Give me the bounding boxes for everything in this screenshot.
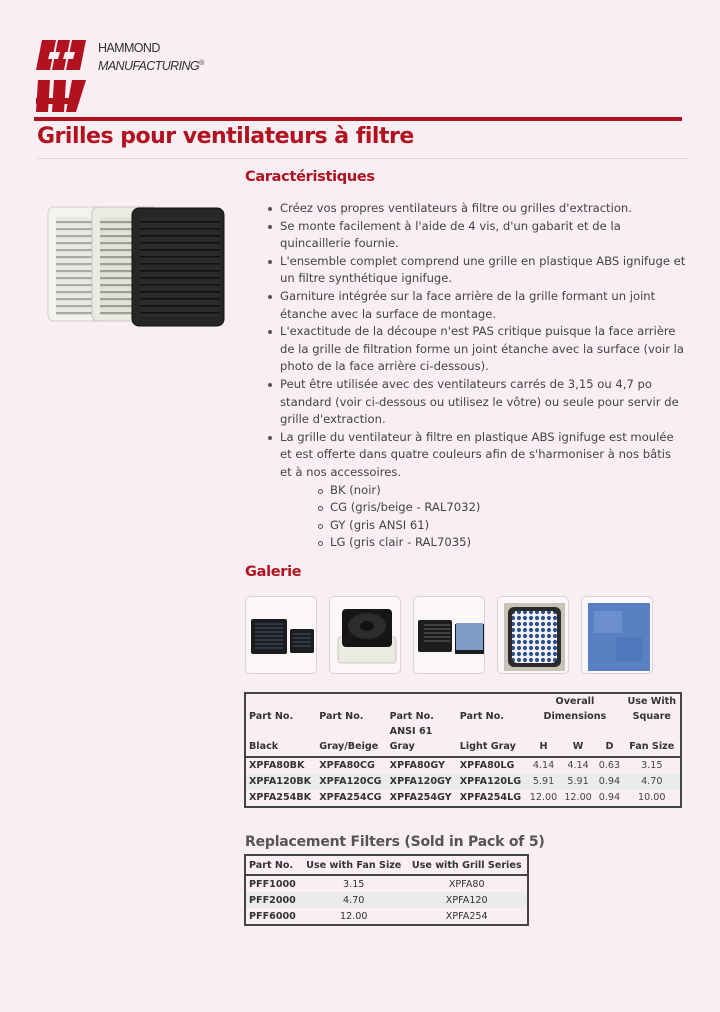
header-part-no: Part No.: [459, 711, 504, 722]
product-hero-image: [42, 203, 230, 328]
table-row: XPFA80BK XPFA80CG XPFA80GY XPFA80LG 4.14 4.14 0.63 3.15: [249, 760, 663, 771]
header-part-no: Part No.: [319, 711, 364, 722]
replacement-filters-table: [244, 854, 529, 926]
features-heading: Caractéristiques: [245, 169, 375, 185]
color-options-list: [280, 482, 686, 552]
header-fan-size: Use with Fan Size: [301, 855, 406, 875]
gallery-thumb-3[interactable]: [413, 596, 485, 674]
header-part-no: Part No.: [389, 711, 434, 722]
gallery-thumb-4[interactable]: [497, 596, 569, 674]
header-h: H: [526, 739, 561, 757]
table-row: PFF6000 12.00 XPFA254: [249, 910, 488, 922]
header-use-with: Use With: [627, 696, 677, 707]
table-row: PFF2000 4.70 XPFA120: [245, 892, 528, 908]
hm-logo-mark-icon: [36, 40, 86, 112]
feature-item: L'exactitude de la découpe n'est PAS critique puisque la face arrière de la grille de filtration forme un joint étanche avec la surface (voir la photo de la face arrière ci-dessous).: [266, 323, 686, 376]
filter-pad-icon: [582, 597, 653, 674]
grille-trio-icon: [42, 203, 230, 328]
gallery-heading: Galerie: [245, 564, 302, 580]
grille-and-filter-icon: [414, 597, 485, 674]
header-part-no: Part No.: [249, 711, 294, 722]
header-part-no: Part No.: [245, 855, 301, 875]
table-row: XPFA254BK XPFA254CG XPFA254GY XPFA254LG 12.00 12.00 0.94 10.00: [249, 792, 666, 803]
feature-item: Peut être utilisée avec des ventilateurs carrés de 3,15 ou 4,7 po standard (voir ci-dessous ou utilisez le vôtre) ou seule pour servir de grille d'extraction.: [266, 376, 686, 429]
feature-item: [266, 429, 686, 552]
replacement-filters-heading: Replacement Filters (Sold in Pack of 5): [245, 834, 545, 850]
header-dimensions: Dimensions: [543, 711, 607, 722]
header-fan-size: Fan Size: [624, 739, 681, 757]
header-square: Square: [632, 711, 671, 722]
grille-back-icon: [498, 597, 569, 674]
feature-item: Créez vos propres ventilateurs à filtre ou grilles d'extraction.: [266, 200, 686, 218]
header-w: W: [561, 739, 596, 757]
color-option: CG (gris/beige - RAL7032): [316, 499, 686, 517]
gallery-thumb-5[interactable]: [581, 596, 653, 674]
header-d: D: [595, 739, 623, 757]
header-rule: [34, 117, 682, 121]
page-title: Grilles pour ventilateurs à filtre: [37, 124, 414, 149]
grille-pair-icon: [246, 597, 317, 674]
table-row: XPFA120BK XPFA120CG XPFA120GY XPFA120LG 5.91 5.91 0.94 4.70: [245, 774, 681, 790]
feature-item: Se monte facilement à l'aide de 4 vis, d'un gabarit et de la quincaillerie fournie.: [266, 218, 686, 253]
table-row: PFF1000 3.15 XPFA80: [249, 878, 485, 890]
color-option: BK (noir): [316, 482, 686, 500]
header-light-gray: Light Gray: [457, 739, 526, 757]
feature-item: L'ensemble complet comprend une grille en plastique ABS ignifuge et un filtre synthétique ignifuge.: [266, 253, 686, 288]
gallery-thumb-1[interactable]: [245, 596, 317, 674]
color-option: GY (gris ANSI 61): [316, 517, 686, 535]
logo-line1: HAMMOND: [98, 41, 160, 55]
header-gray-beige: Gray/Beige: [316, 739, 386, 757]
logo-line2: MANUFACTURING: [98, 59, 199, 74]
gallery-thumb-2[interactable]: [329, 596, 401, 674]
header-overall: Overall: [555, 696, 595, 707]
color-option: LG (gris clair - RAL7035): [316, 534, 686, 552]
header-gray: Gray: [387, 739, 457, 757]
feature-item: Garniture intégrée sur la face arrière de la grille formant un joint étanche avec la surface de montage.: [266, 288, 686, 323]
header-grill-series: Use with Grill Series: [406, 855, 528, 875]
features-list: [266, 200, 686, 552]
title-divider: [37, 158, 687, 159]
logo-wordmark: [98, 41, 204, 74]
header-ansi61: ANSI 61: [389, 726, 433, 737]
header-black: Black: [245, 739, 316, 757]
fan-on-base-icon: [330, 597, 401, 674]
feature-item-text: La grille du ventilateur à filtre en plastique ABS ignifuge est moulée et est offerte dans quatre couleurs afin de s'harmoniser à nos bâtis et à nos accessoires.: [280, 429, 674, 479]
parts-table: [244, 692, 682, 808]
registered-mark: ®: [199, 60, 204, 67]
gallery: [245, 596, 653, 674]
hammond-logo: [36, 40, 216, 112]
